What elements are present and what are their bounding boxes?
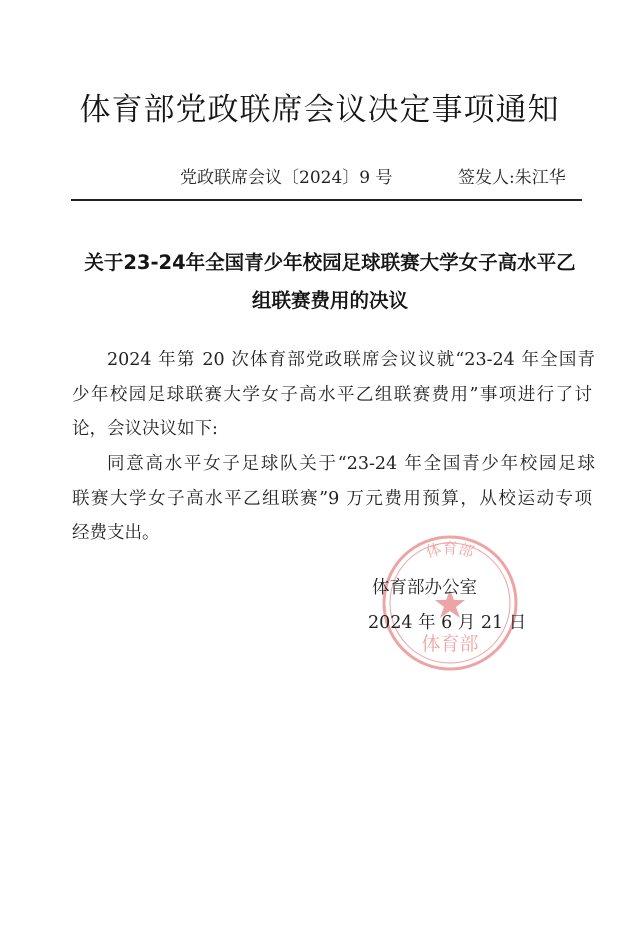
signing-office: 体育部办公室 (372, 578, 477, 598)
document-title: 体育部党政联席会议决定事项通知 (79, 92, 560, 128)
body-text-line: 经费支出。 (72, 523, 160, 543)
seal-bottom-text: 体育部 (421, 633, 479, 655)
heading-line: 组联赛费用的决议 (251, 289, 408, 312)
body-text-line: 论，会议决议如下: (72, 419, 218, 439)
body-text-line: 少年校园足球联赛大学女子高水平乙组联赛费用”事项进行了讨 (72, 385, 592, 405)
heading-line: 关于23-24年全国青少年校园足球联赛大学女子高水平乙 (84, 251, 576, 274)
signing-date: 2024 年 6 月 21 日 (368, 613, 527, 633)
seal-arc-text: 体育部 (423, 539, 477, 562)
body-text-line: 2024 年第 20 次体育部党政联席会议议就“23-24 年全国青 (107, 350, 595, 370)
body-text-line: 同意高水平女子足球队关于“23-24 年全国青少年校园足球 (107, 454, 595, 474)
document-number: 党政联席会议〔2024〕9 号 (180, 168, 393, 188)
resolution-heading (60, 244, 600, 320)
issuer-signature-line: 签发人:朱江华 (458, 168, 566, 188)
official-seal-stamp (375, 528, 525, 678)
header-divider (71, 199, 582, 201)
body-text-line: 联赛大学女子高水平乙组联赛”9 万元费用预算，从校运动专项 (72, 489, 592, 509)
